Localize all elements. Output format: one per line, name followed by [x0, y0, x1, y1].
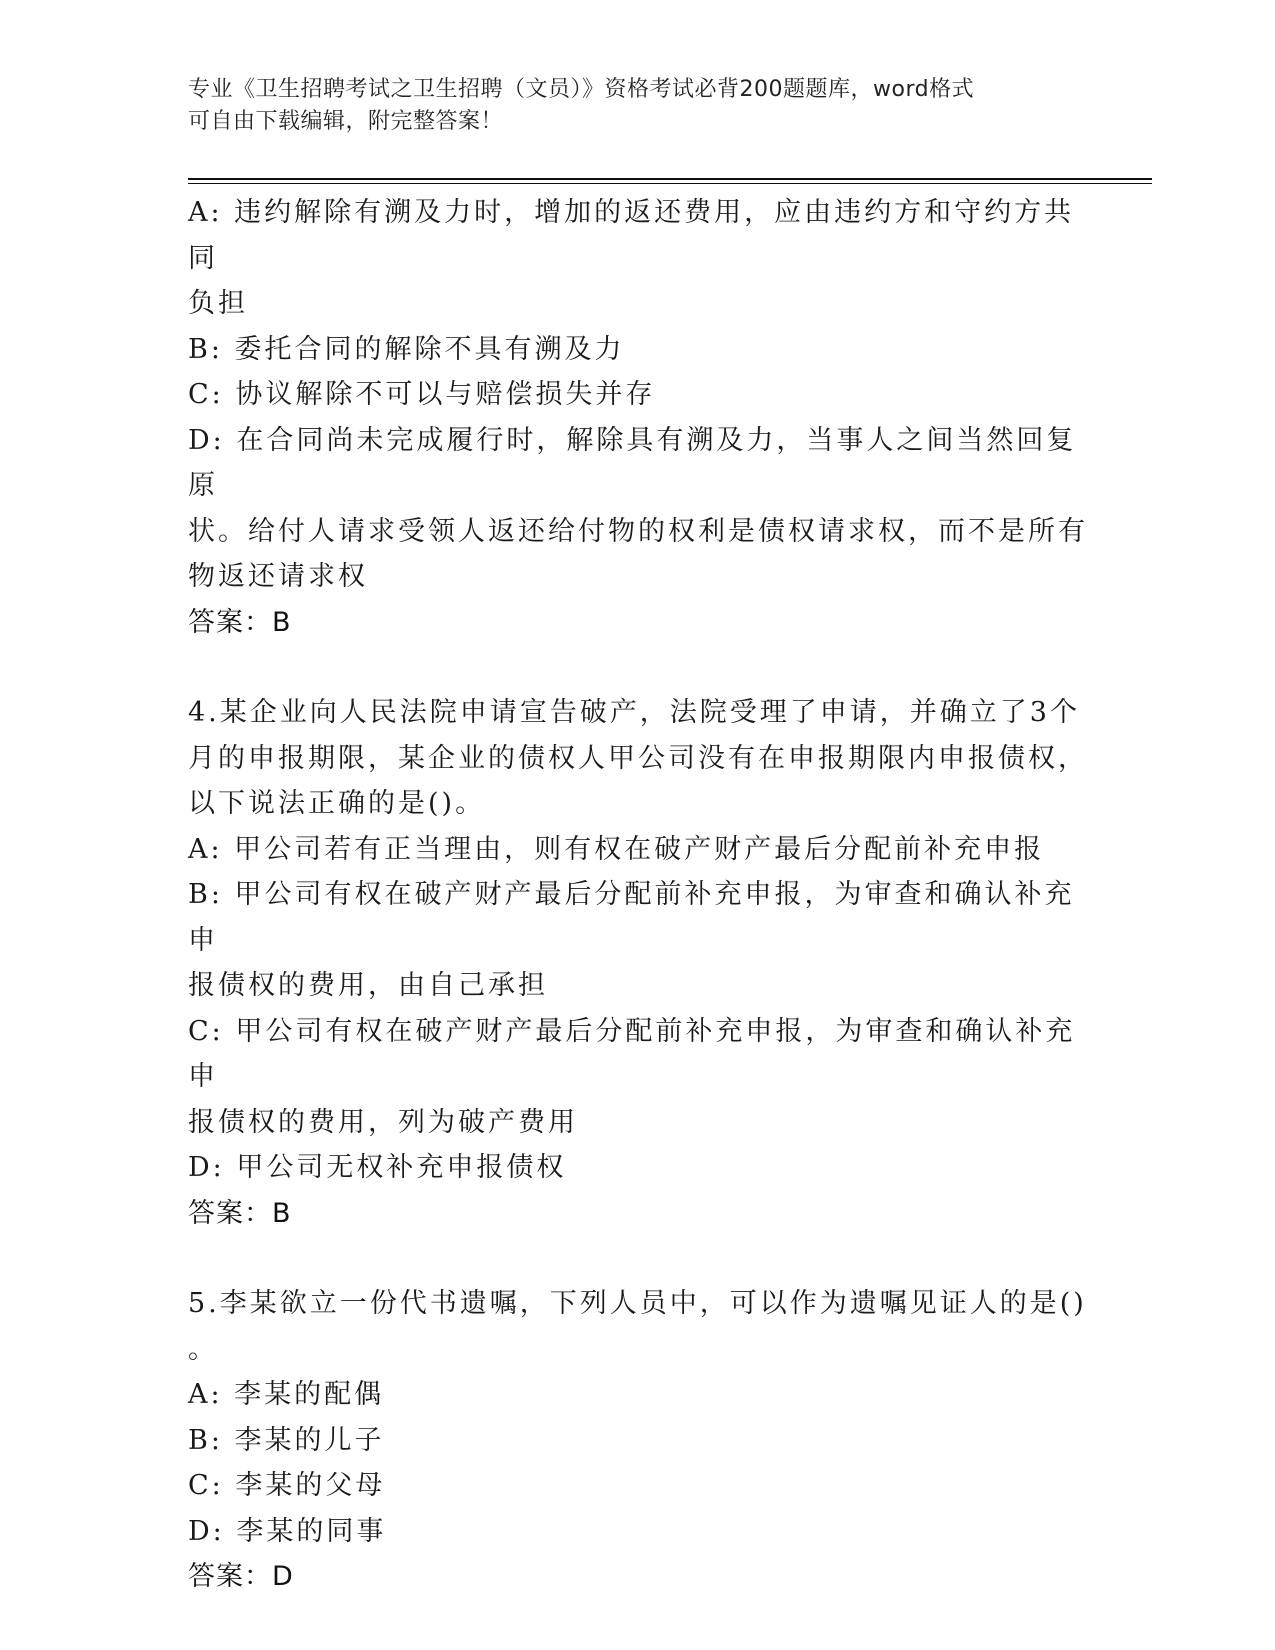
q4-option-d: D: 甲公司无权补充申报债权 [188, 1152, 567, 1183]
header-title-line-2: 可自由下载编辑，附完整答案！ [188, 109, 504, 134]
q4-stem-line-3: 以下说法正确的是()。 [188, 788, 486, 819]
q3-option-a-line-1: A: 违约解除有溯及力时，增加的返还费用，应由违约方和守约方共同 [188, 197, 1075, 274]
q4-stem-line-2: 月的申报期限，某企业的债权人甲公司没有在申报期限内申报债权， [188, 742, 1088, 774]
q4-option-b-line-1: B: 甲公司有权在破产财产最后分配前补充申报，为审查和确认补充申 [188, 879, 1075, 956]
header-divider [188, 178, 1152, 184]
question-4 [188, 690, 1088, 1236]
q5-option-b: B: 李某的儿子 [188, 1424, 385, 1456]
question-3 [188, 190, 1088, 645]
q3-option-d-line-1: D: 在合同尚未完成履行时，解除具有溯及力，当事人之间当然回复原 [188, 424, 1077, 501]
q5-option-d: D: 李某的同事 [188, 1515, 387, 1547]
q3-option-c: C: 协议解除不可以与赔偿损失并存 [188, 379, 656, 410]
q5-answer: 答案：D [188, 1561, 294, 1592]
document-header [188, 74, 1068, 138]
q4-answer: 答案：B [188, 1197, 292, 1229]
question-spacer [188, 645, 1088, 690]
header-title-line-1: 专业《卫生招聘考试之卫生招聘（文员）》资格考试必背200题题库，word格式 [188, 77, 975, 102]
question-spacer [188, 1236, 1088, 1281]
q4-stem-line-1: 4.某企业向人民法院申请宣告破产，法院受理了申请，并确立了3个 [188, 697, 1080, 728]
question-content [188, 190, 1088, 1600]
q3-option-d-line-3: 物返还请求权 [188, 561, 368, 592]
q4-option-c-line-1: C: 甲公司有权在破产财产最后分配前补充申报，为审查和确认补充申 [188, 1015, 1076, 1092]
q5-stem-line-2: 。 [188, 1333, 218, 1365]
q5-option-c: C: 李某的父母 [188, 1470, 386, 1501]
q5-stem-line-1: 5.李某欲立一份代书遗嘱，下列人员中，可以作为遗嘱见证人的是() [188, 1288, 1087, 1319]
q4-option-b-line-2: 报债权的费用，由自己承担 [188, 970, 548, 1001]
q3-option-d-line-2: 状。给付人请求受领人返还给付物的权利是债权请求权，而不是所有 [188, 515, 1088, 547]
question-5 [188, 1281, 1088, 1600]
q4-option-a: A: 甲公司若有正当理由，则有权在破产财产最后分配前补充申报 [188, 833, 1045, 865]
q3-option-b: B: 委托合同的解除不具有溯及力 [188, 333, 625, 365]
q3-answer: 答案：B [188, 606, 292, 638]
q3-option-a-line-2: 负担 [188, 288, 248, 319]
q4-option-c-line-2: 报债权的费用，列为破产费用 [188, 1106, 578, 1138]
q5-option-a: A: 李某的配偶 [188, 1379, 385, 1410]
